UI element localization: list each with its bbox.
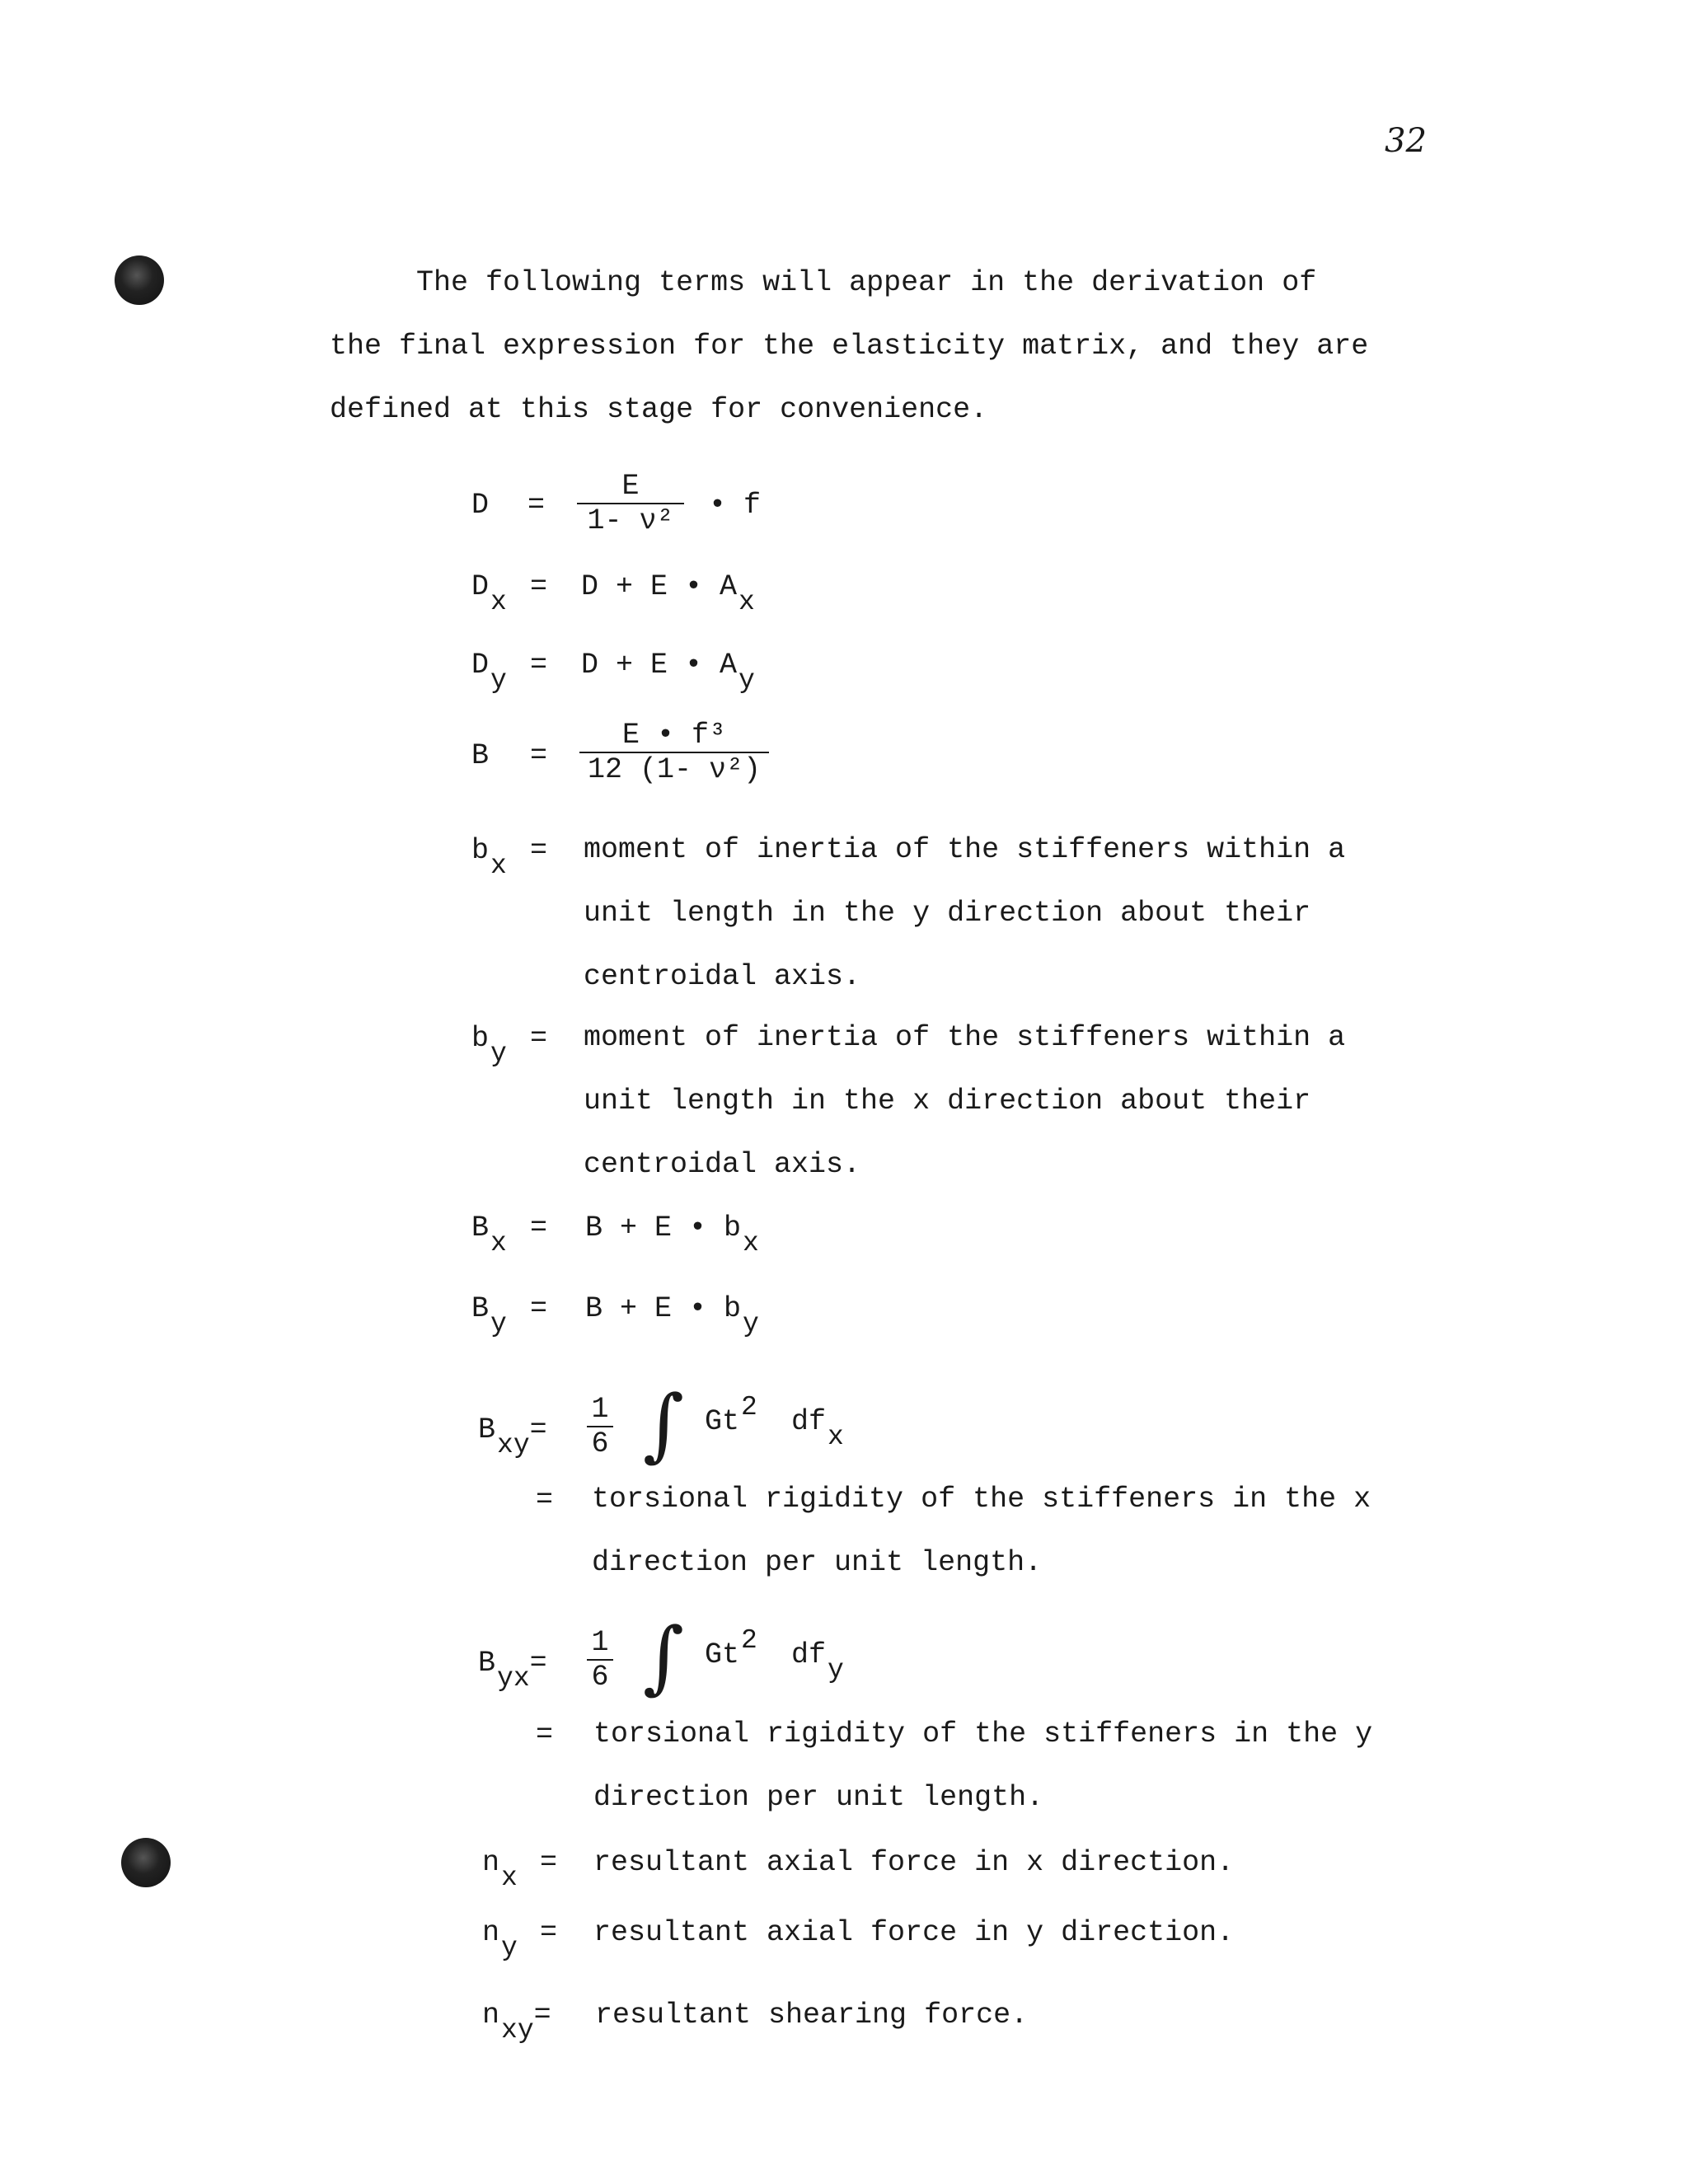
rhs-expression: B + E • bx [585,1212,759,1258]
term-description: moment of inertia of the stiffeners within a unit length in the x direction about their centroidal axis. [584,1021,1346,1181]
term-description: resultant axial force in x direction. [593,1846,1235,1879]
term-symbol: Byx= [478,1647,547,1694]
term-symbol: B [471,739,490,772]
denominator: 6 [591,1661,609,1694]
term-symbol: nx [482,1846,518,1893]
term-symbol: by [471,1022,507,1069]
numerator: E • f³ [621,719,727,752]
term-symbol: D [471,489,490,522]
equals-sign: = [530,570,548,603]
term-symbol: ny [482,1916,518,1963]
integrand: Gt2 [705,1625,757,1671]
term-symbol: Bxy= [478,1413,547,1460]
page-number: 32 [1385,122,1427,160]
term-symbol: nxy= [482,1999,551,2046]
term-symbol: Dy [471,649,507,696]
term-symbol: By [471,1292,507,1339]
numerator: E [621,470,640,503]
term-symbol: bx [471,834,507,881]
equals-sign: = [530,739,548,772]
intro-line: defined at this stage for convenience. [330,393,988,426]
denominator: 1- ν² [587,504,674,537]
intro-line: The following terms will appear in the derivation of [330,266,1317,299]
rhs-tail: • f [709,489,762,522]
equals-sign: = [540,1846,558,1879]
differential: dfx [791,1405,844,1452]
integral-sign: ∫ [643,1610,685,1703]
equals-sign: = [536,1483,554,1516]
punch-hole-top [115,255,164,305]
equals-sign: = [528,489,546,522]
rhs-expression: D + E • Ay [581,649,755,696]
equals-sign: = [530,1022,548,1055]
fraction [577,471,684,536]
equals-sign: = [530,1292,548,1325]
term-description: torsional rigidity of the stiffeners in the x direction per unit length. [592,1483,1372,1579]
differential: dfy [791,1638,844,1685]
integrand: Gt2 [705,1392,757,1438]
term-description: resultant axial force in y direction. [593,1916,1235,1949]
term-symbol: Bx [471,1212,507,1258]
denominator: 6 [591,1427,609,1460]
fraction [587,1394,613,1459]
equals-sign: = [530,834,548,867]
term-description: torsional rigidity of the stiffeners in the y direction per unit length. [593,1718,1373,1814]
rhs-expression: D + E • Ax [581,570,755,617]
punch-hole-bottom [121,1838,171,1887]
equals-sign: = [540,1916,558,1949]
intro-paragraph [330,251,1426,442]
equals-sign: = [536,1718,554,1751]
equals-sign: = [530,649,548,682]
integral-sign: ∫ [643,1378,685,1470]
term-symbol: Dx [471,570,507,617]
rhs-expression: B + E • by [585,1292,759,1339]
denominator: 12 (1- ν²) [587,753,762,786]
fraction [579,720,769,785]
term-description: moment of inertia of the stiffeners within a unit length in the y direction about their centroidal axis. [584,833,1346,993]
intro-line: the final expression for the elasticity matrix, and they are [330,330,1369,363]
fraction [587,1628,613,1692]
numerator: 1 [591,1626,609,1659]
term-description: resultant shearing force. [595,1999,1029,2032]
equals-sign: = [530,1212,548,1244]
numerator: 1 [591,1393,609,1426]
